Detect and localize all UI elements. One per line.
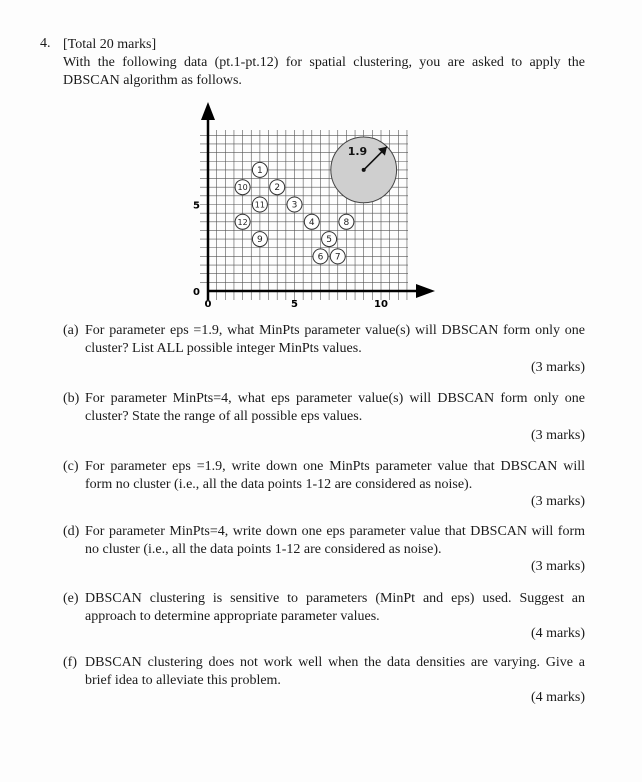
- x-tick-label-0: 0: [204, 299, 212, 310]
- data-point-label: 4: [308, 217, 315, 228]
- part-f-marks: (4 marks): [530, 690, 585, 705]
- data-point-7: [330, 249, 345, 264]
- data-point-label: 11: [254, 200, 265, 210]
- dbscan-scatter-figure: [190, 100, 440, 310]
- part-b: [63, 390, 585, 426]
- data-point-10: [235, 180, 250, 195]
- data-point-5: [322, 232, 337, 247]
- x-tick-label-10: 10: [374, 299, 388, 310]
- eps-radius-label: 1.9: [347, 145, 368, 159]
- question-intro: With the following data (pt.1-pt.12) for spatial clustering, you are asked to apply the DBSCAN algorithm as follows.: [63, 55, 585, 88]
- question-header: [63, 36, 585, 90]
- part-label: (e): [63, 591, 79, 606]
- part-text: For parameter eps =1.9, write down one MinPts parameter value that DBSCAN will form no cluster (i.e., all the data points 1-12 are considered as noise).: [85, 459, 585, 492]
- data-point-label: 7: [334, 252, 341, 263]
- part-d: [63, 523, 585, 559]
- part-a-marks: (3 marks): [530, 360, 585, 375]
- part-label: (f): [63, 655, 77, 670]
- x-axis-arrow-icon: [416, 284, 435, 298]
- data-point-label: 3: [291, 200, 298, 211]
- part-f: [63, 654, 585, 690]
- part-d-marks: (3 marks): [530, 559, 585, 574]
- y-tick-label-5: 5: [193, 200, 200, 212]
- part-text: DBSCAN clustering is sensitive to parameters (MinPt and eps) used. Suggest an approach to determine appropriate parameter values.: [85, 591, 585, 624]
- part-e: [63, 590, 585, 626]
- data-point-8: [339, 214, 354, 229]
- part-text: For parameter eps =1.9, what MinPts parameter value(s) will DBSCAN form only one cluster? List ALL possible integer MinPts values.: [85, 323, 585, 356]
- eps-center-dot: [362, 168, 366, 172]
- data-point-label: 2: [274, 183, 281, 194]
- part-c: [63, 458, 585, 494]
- data-point-label: 5: [326, 235, 332, 246]
- part-label: (b): [63, 391, 80, 406]
- data-point-label: 9: [257, 235, 263, 246]
- y-axis-arrow-icon: [201, 102, 215, 120]
- part-b-marks: (3 marks): [530, 428, 585, 443]
- part-a: [63, 322, 585, 358]
- y-tick-label-0: 0: [193, 287, 200, 298]
- total-marks: [Total 20 marks]: [63, 37, 157, 52]
- data-point-1: [252, 162, 267, 177]
- part-text: DBSCAN clustering does not work well when the data densities are varying. Give a brief idea to alleviate this problem.: [85, 655, 585, 688]
- data-point-3: [287, 197, 302, 212]
- part-label: (a): [63, 323, 79, 338]
- part-text: For parameter MinPts=4, what eps parameter value(s) will DBSCAN form only one cluster? State the range of all possible eps values.: [85, 391, 585, 424]
- part-label: (d): [63, 524, 80, 539]
- part-c-marks: (3 marks): [530, 494, 585, 509]
- data-point-4: [304, 214, 319, 229]
- data-point-label: 8: [343, 217, 350, 228]
- data-point-11: [252, 197, 267, 212]
- data-point-12: [235, 214, 250, 229]
- data-point-label: 6: [317, 252, 324, 263]
- part-text: For parameter MinPts=4, write down one eps parameter value that DBSCAN will form no cluster (i.e., all the data points 1-12 are considered as noise).: [85, 524, 585, 557]
- data-point-2: [270, 180, 285, 195]
- x-tick-label-5: 5: [291, 299, 298, 310]
- data-point-9: [252, 232, 267, 247]
- part-e-marks: (4 marks): [530, 626, 585, 641]
- part-label: (c): [63, 459, 79, 474]
- data-point-label: 12: [237, 217, 248, 227]
- data-point-6: [313, 249, 328, 264]
- data-point-label: 10: [237, 183, 248, 193]
- question-number: 4.: [40, 36, 51, 51]
- data-point-label: 1: [257, 165, 263, 176]
